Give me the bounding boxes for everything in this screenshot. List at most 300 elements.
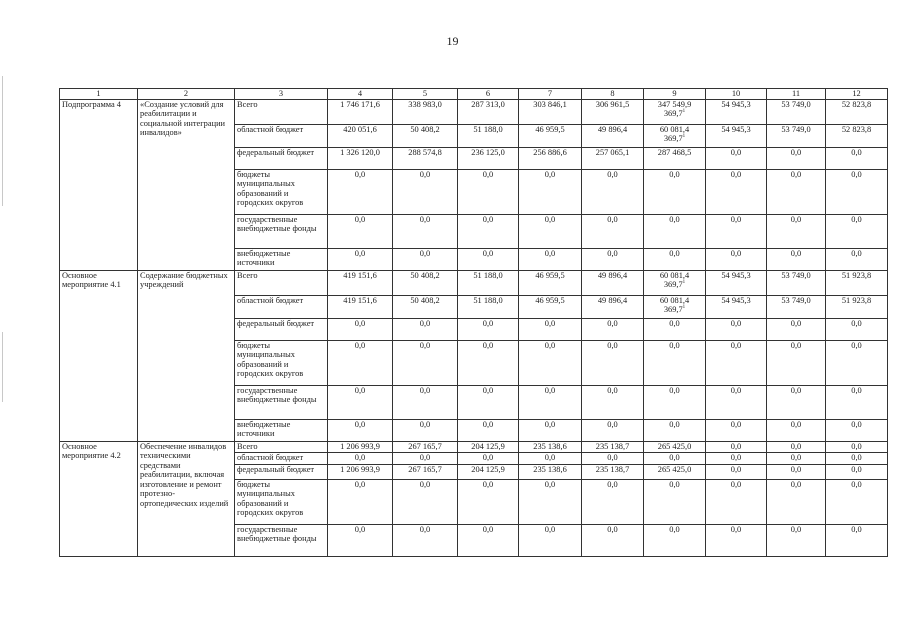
- value-cell: [458, 420, 519, 442]
- funding-source-cell: областной бюджет: [235, 125, 328, 148]
- value-text: 0,0: [482, 341, 494, 350]
- value-text: 0,0: [354, 319, 366, 328]
- value-text: 267 165,7: [408, 442, 442, 451]
- value-text: 0,0: [544, 341, 556, 350]
- value-text: 0,0: [851, 386, 862, 395]
- value-text: 54 945,3: [721, 296, 751, 305]
- value-text: 0,0: [790, 319, 802, 328]
- footnote-value-text: 369,7: [663, 109, 683, 119]
- value-text: 0,0: [607, 420, 618, 429]
- column-number-6: 6: [458, 89, 519, 100]
- footnote-marker: 1: [682, 305, 686, 311]
- value-cell: [644, 453, 706, 465]
- value-cell: [706, 271, 767, 296]
- value-cell: [826, 465, 888, 480]
- value-text: 0,0: [669, 170, 680, 179]
- value-cell: [826, 271, 888, 296]
- value-cell: [826, 525, 888, 557]
- value-cell: [706, 420, 767, 442]
- column-number-4: 4: [328, 89, 393, 100]
- value-cell: [328, 453, 393, 465]
- value-cell: [393, 525, 458, 557]
- program-code-cell: Основное мероприятие 4.2: [60, 442, 138, 557]
- value-text: 0,0: [419, 420, 431, 429]
- value-cell: [519, 215, 582, 249]
- value-cell: [706, 465, 767, 480]
- table-row: [60, 100, 888, 125]
- value-cell: [519, 442, 582, 453]
- value-cell: [582, 386, 644, 420]
- funding-source-cell: Всего: [235, 271, 328, 296]
- value-cell: [767, 480, 826, 525]
- value-text: 51 923,8: [841, 296, 872, 305]
- value-cell: [458, 125, 519, 148]
- value-cell: [328, 465, 393, 480]
- value-text: 0,0: [482, 453, 494, 462]
- funding-source-cell: федеральный бюджет: [235, 319, 328, 341]
- value-text: 0,0: [607, 215, 618, 224]
- value-text: 0,0: [790, 249, 802, 258]
- value-cell: [706, 442, 767, 453]
- value-text: 0,0: [790, 215, 802, 224]
- value-cell: [458, 465, 519, 480]
- value-cell: [393, 148, 458, 170]
- funding-source-cell: внебюджетные источники: [235, 249, 328, 271]
- value-text: 265 425,0: [657, 465, 692, 474]
- value-text: 0,0: [851, 215, 862, 224]
- value-cell: [644, 319, 706, 341]
- value-text: 0,0: [607, 453, 618, 462]
- value-cell: [328, 480, 393, 525]
- funding-source-cell: областной бюджет: [235, 296, 328, 319]
- value-cell: [644, 442, 706, 453]
- value-text: 0,0: [669, 341, 680, 350]
- value-text: 50 408,2: [410, 125, 440, 134]
- value-text: 306 961,5: [595, 100, 630, 109]
- column-number-5: 5: [393, 89, 458, 100]
- value-text: 0,0: [354, 525, 366, 534]
- value-cell: [519, 480, 582, 525]
- value-cell: [393, 271, 458, 296]
- value-cell: [644, 100, 706, 125]
- value-cell: [644, 215, 706, 249]
- column-number-10: 10: [706, 89, 767, 100]
- value-cell: [644, 480, 706, 525]
- value-text: 0,0: [851, 319, 862, 328]
- value-cell: [519, 249, 582, 271]
- value-text: 0,0: [730, 319, 742, 328]
- value-cell: [519, 525, 582, 557]
- value-text: 49 896,4: [597, 296, 628, 305]
- value-text: 0,0: [607, 170, 618, 179]
- value-text: 0,0: [730, 249, 742, 258]
- value-cell: [767, 442, 826, 453]
- value-text: 51 188,0: [473, 271, 503, 280]
- value-text: 0,0: [730, 525, 742, 534]
- value-cell: [328, 420, 393, 442]
- funding-source-cell: бюджеты муниципальных образований и городских округов: [235, 341, 328, 386]
- value-text: 0,0: [607, 525, 618, 534]
- value-text: 50 408,2: [410, 296, 440, 305]
- value-cell: [644, 170, 706, 215]
- value-text: 419 151,6: [343, 296, 377, 305]
- value-text: 420 051,6: [343, 125, 377, 134]
- value-cell: [582, 453, 644, 465]
- value-text: 0,0: [544, 525, 556, 534]
- value-cell: [706, 215, 767, 249]
- value-text: 0,0: [419, 480, 431, 489]
- value-text: 50 408,2: [410, 271, 440, 280]
- page-number: 19: [446, 34, 459, 48]
- value-cell: [706, 319, 767, 341]
- value-cell: [826, 341, 888, 386]
- value-cell: [767, 249, 826, 271]
- funding-source-cell: бюджеты муниципальных образований и городских округов: [235, 480, 328, 525]
- value-text: 49 896,4: [597, 271, 628, 280]
- column-number-12: 12: [826, 89, 888, 100]
- value-cell: [582, 249, 644, 271]
- value-cell: [767, 271, 826, 296]
- value-text: 0,0: [354, 386, 366, 395]
- value-text: 0,0: [482, 480, 494, 489]
- value-text: 0,0: [851, 453, 862, 462]
- value-text: 204 125,9: [471, 442, 505, 451]
- value-text: 0,0: [669, 215, 680, 224]
- value-cell: [582, 465, 644, 480]
- value-text: 0,0: [354, 341, 366, 350]
- value-cell: [826, 420, 888, 442]
- value-text: 0,0: [607, 480, 618, 489]
- value-cell: [519, 386, 582, 420]
- column-number-7: 7: [519, 89, 582, 100]
- value-cell: [767, 125, 826, 148]
- footnote-value: [646, 134, 703, 143]
- value-text: 1 326 120,0: [340, 148, 380, 157]
- value-cell: [519, 170, 582, 215]
- value-text: 0,0: [419, 215, 431, 224]
- value-text: 0,0: [419, 319, 431, 328]
- value-cell: [519, 420, 582, 442]
- scan-margin-mark: [2, 76, 3, 206]
- value-text: 0,0: [482, 319, 494, 328]
- value-cell: [519, 271, 582, 296]
- value-cell: [706, 453, 767, 465]
- value-cell: [328, 341, 393, 386]
- value-text: 0,0: [544, 480, 556, 489]
- value-cell: [328, 125, 393, 148]
- value-cell: [458, 453, 519, 465]
- value-text: 0,0: [607, 249, 618, 258]
- value-text: 0,0: [730, 148, 742, 157]
- value-text: 0,0: [851, 170, 862, 179]
- value-text: 54 945,3: [721, 271, 751, 280]
- value-text: 0,0: [419, 249, 431, 258]
- value-text: 419 151,6: [343, 271, 377, 280]
- value-text: 0,0: [851, 148, 862, 157]
- value-cell: [706, 341, 767, 386]
- value-cell: [393, 480, 458, 525]
- value-cell: [328, 100, 393, 125]
- value-cell: [519, 148, 582, 170]
- value-cell: [519, 125, 582, 148]
- value-text: 0,0: [790, 170, 802, 179]
- value-cell: [644, 249, 706, 271]
- value-cell: [458, 249, 519, 271]
- value-text: 0,0: [482, 525, 494, 534]
- column-number-9: 9: [644, 89, 706, 100]
- budget-table: [59, 88, 888, 557]
- value-text: 0,0: [669, 480, 680, 489]
- funding-source-cell: внебюджетные источники: [235, 420, 328, 442]
- value-cell: [458, 386, 519, 420]
- value-cell: [706, 296, 767, 319]
- value-text: 265 425,0: [657, 442, 692, 451]
- footnote-marker: 1: [682, 109, 686, 115]
- value-cell: [644, 525, 706, 557]
- value-cell: [706, 525, 767, 557]
- value-text: 0,0: [544, 249, 556, 258]
- value-cell: [767, 296, 826, 319]
- column-number-1: 1: [60, 89, 138, 100]
- value-cell: [458, 341, 519, 386]
- value-text: 0,0: [790, 442, 802, 451]
- value-cell: [393, 453, 458, 465]
- value-cell: [458, 170, 519, 215]
- footnote-marker: 1: [682, 280, 686, 286]
- value-cell: [393, 341, 458, 386]
- value-cell: [393, 386, 458, 420]
- value-cell: [519, 341, 582, 386]
- value-cell: [767, 215, 826, 249]
- value-text: 267 165,7: [408, 465, 442, 474]
- value-text: 0,0: [730, 386, 742, 395]
- program-title-cell: «Создание условий для реабилитации и социальной интеграции инвалидов»: [138, 100, 235, 271]
- value-cell: [393, 215, 458, 249]
- value-cell: [582, 215, 644, 249]
- value-cell: [767, 341, 826, 386]
- value-text: 0,0: [607, 341, 618, 350]
- footnote-value-text: 369,7: [663, 280, 683, 290]
- value-cell: [328, 148, 393, 170]
- value-text: 235 138,6: [533, 442, 567, 451]
- column-number-11: 11: [767, 89, 826, 100]
- budget-table-body: [60, 89, 888, 557]
- value-cell: [644, 341, 706, 386]
- value-text: 52 823,8: [841, 125, 872, 134]
- value-cell: [706, 148, 767, 170]
- value-text: 0,0: [419, 386, 431, 395]
- funding-source-cell: областной бюджет: [235, 453, 328, 465]
- footnote-value-text: 369,7: [663, 134, 683, 144]
- value-cell: [582, 125, 644, 148]
- value-cell: [582, 271, 644, 296]
- value-cell: [644, 296, 706, 319]
- value-cell: [582, 442, 644, 453]
- value-text: 0,0: [730, 453, 742, 462]
- funding-source-cell: государственные внебюджетные фонды: [235, 525, 328, 557]
- funding-source-cell: федеральный бюджет: [235, 148, 328, 170]
- value-text: 0,0: [354, 453, 366, 462]
- value-cell: [328, 319, 393, 341]
- value-text: 256 886,6: [533, 148, 567, 157]
- value-cell: [458, 319, 519, 341]
- value-cell: [706, 480, 767, 525]
- value-cell: [458, 525, 519, 557]
- footnote-value: [646, 305, 703, 314]
- value-cell: [393, 125, 458, 148]
- value-cell: [644, 125, 706, 148]
- funding-source-cell: государственные внебюджетные фонды: [235, 386, 328, 420]
- value-cell: [328, 386, 393, 420]
- value-text: 0,0: [790, 525, 802, 534]
- value-cell: [644, 420, 706, 442]
- value-text: 1 206 993,9: [340, 442, 380, 451]
- value-text: 0,0: [730, 480, 742, 489]
- value-cell: [393, 319, 458, 341]
- value-text: 0,0: [419, 170, 431, 179]
- column-number-8: 8: [582, 89, 644, 100]
- value-text: 53 749,0: [781, 125, 811, 134]
- value-text: 49 896,4: [597, 125, 628, 134]
- footnote-value: [646, 280, 703, 289]
- value-text: 0,0: [851, 465, 862, 474]
- value-cell: [826, 386, 888, 420]
- value-cell: [458, 271, 519, 296]
- value-text: 0,0: [607, 319, 618, 328]
- value-cell: [826, 125, 888, 148]
- value-text: 303 846,1: [533, 100, 567, 109]
- value-text: 235 138,7: [595, 465, 630, 474]
- value-cell: [767, 100, 826, 125]
- value-text: 0,0: [419, 341, 431, 350]
- value-cell: [519, 296, 582, 319]
- value-text: 0,0: [419, 453, 431, 462]
- value-text: 0,0: [730, 170, 742, 179]
- value-text: 53 749,0: [781, 100, 811, 109]
- program-code-cell: Подпрограмма 4: [60, 100, 138, 271]
- value-text: 0,0: [669, 525, 680, 534]
- value-cell: [393, 170, 458, 215]
- value-cell: [458, 148, 519, 170]
- value-text: 347 549,9: [657, 100, 692, 109]
- value-text: 0,0: [790, 148, 802, 157]
- value-text: 51 188,0: [473, 125, 503, 134]
- value-text: 0,0: [790, 465, 802, 474]
- value-text: 60 081,4: [659, 271, 690, 280]
- value-text: 0,0: [790, 386, 802, 395]
- value-cell: [706, 170, 767, 215]
- value-cell: [706, 100, 767, 125]
- value-cell: [644, 386, 706, 420]
- value-text: 0,0: [419, 525, 431, 534]
- value-cell: [826, 442, 888, 453]
- value-text: 53 749,0: [781, 271, 811, 280]
- value-cell: [582, 170, 644, 215]
- value-text: 0,0: [669, 453, 680, 462]
- value-cell: [458, 442, 519, 453]
- value-text: 0,0: [851, 525, 862, 534]
- value-text: 338 983,0: [408, 100, 442, 109]
- value-text: 0,0: [544, 215, 556, 224]
- value-cell: [767, 420, 826, 442]
- value-cell: [328, 296, 393, 319]
- value-text: 0,0: [730, 215, 742, 224]
- value-text: 46 959,5: [535, 125, 565, 134]
- program-title-cell: Содержание бюджетных учреждений: [138, 271, 235, 442]
- value-text: 51 188,0: [473, 296, 503, 305]
- value-text: 236 125,0: [471, 148, 505, 157]
- value-text: 0,0: [790, 420, 802, 429]
- value-cell: [582, 296, 644, 319]
- value-cell: [458, 215, 519, 249]
- value-cell: [826, 319, 888, 341]
- value-cell: [826, 170, 888, 215]
- value-text: 0,0: [482, 215, 494, 224]
- value-text: 0,0: [851, 480, 862, 489]
- value-text: 0,0: [544, 319, 556, 328]
- value-cell: [826, 249, 888, 271]
- value-text: 53 749,0: [781, 296, 811, 305]
- value-text: 0,0: [544, 170, 556, 179]
- value-text: 204 125,9: [471, 465, 505, 474]
- value-cell: [582, 100, 644, 125]
- value-cell: [826, 148, 888, 170]
- value-cell: [328, 525, 393, 557]
- value-cell: [767, 465, 826, 480]
- value-cell: [393, 420, 458, 442]
- value-cell: [458, 296, 519, 319]
- value-text: 0,0: [730, 465, 742, 474]
- value-cell: [519, 319, 582, 341]
- value-cell: [582, 525, 644, 557]
- value-cell: [582, 420, 644, 442]
- value-text: 0,0: [482, 249, 494, 258]
- value-text: 60 081,4: [659, 296, 690, 305]
- value-cell: [582, 319, 644, 341]
- value-cell: [767, 170, 826, 215]
- value-text: 0,0: [482, 170, 494, 179]
- value-text: 1 206 993,9: [340, 465, 380, 474]
- value-text: 0,0: [354, 420, 366, 429]
- value-cell: [393, 465, 458, 480]
- value-cell: [826, 296, 888, 319]
- value-cell: [393, 100, 458, 125]
- value-cell: [328, 215, 393, 249]
- value-text: 0,0: [354, 215, 366, 224]
- value-text: 0,0: [544, 386, 556, 395]
- value-text: 0,0: [790, 453, 802, 462]
- value-text: 0,0: [354, 170, 366, 179]
- funding-source-cell: Всего: [235, 442, 328, 453]
- value-text: 54 945,3: [721, 125, 751, 134]
- value-cell: [767, 453, 826, 465]
- value-text: 46 959,5: [535, 296, 565, 305]
- value-text: 0,0: [730, 420, 742, 429]
- value-cell: [826, 453, 888, 465]
- value-cell: [826, 215, 888, 249]
- value-text: 51 923,8: [841, 271, 872, 280]
- value-text: 0,0: [607, 386, 618, 395]
- table-header-row: [60, 89, 888, 100]
- value-text: 54 945,3: [721, 100, 751, 109]
- value-text: 0,0: [544, 453, 556, 462]
- value-text: 0,0: [851, 442, 862, 451]
- value-cell: [582, 341, 644, 386]
- value-text: 0,0: [851, 341, 862, 350]
- value-text: 60 081,4: [659, 125, 690, 134]
- value-text: 287 468,5: [657, 148, 692, 157]
- table-row: [60, 271, 888, 296]
